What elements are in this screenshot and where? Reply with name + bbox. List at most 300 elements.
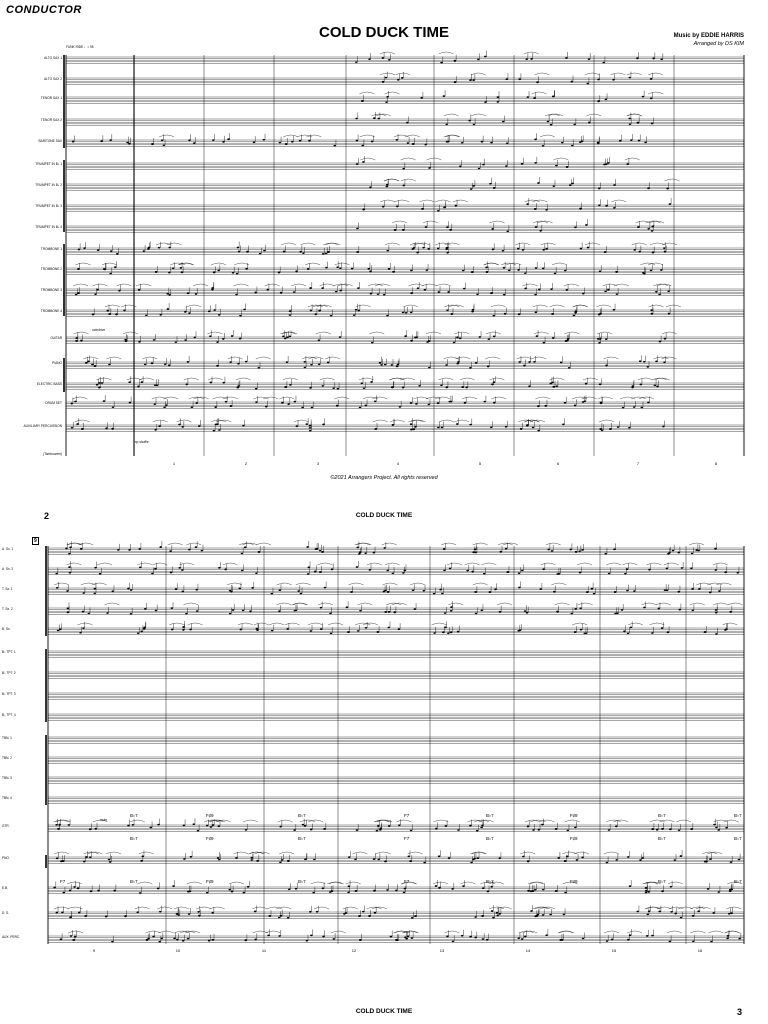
p1-staff-8-note [651, 226, 654, 228]
p2-staff-4-note [286, 628, 289, 630]
p1-staff-13-slur [426, 332, 441, 334]
p2-staff-4-note [627, 632, 630, 634]
p1-staff-10-note [462, 270, 465, 272]
p1-staff-12-note [518, 314, 521, 316]
p1-staff-17-note [158, 425, 161, 427]
p1-staff-16-note [583, 400, 586, 402]
p1-staff-13-note [193, 336, 196, 338]
p1-staff-1-slur [534, 73, 549, 75]
p2-staff-13-slur [479, 820, 494, 822]
p1-staff-13-slur [207, 332, 222, 334]
p2-staff-14-note [581, 856, 584, 858]
p1-staff-7-note [613, 207, 616, 209]
p2-staff-0-note [319, 550, 322, 552]
p1-staff-1-slur [585, 73, 600, 75]
p2-staff-13-note [541, 824, 544, 826]
page2-chord-gtr: B♭7 [298, 813, 306, 818]
p2-staff-3-note [691, 609, 694, 611]
p1-staff-17-note [81, 428, 84, 430]
p1-staff-13-slur [662, 332, 677, 334]
p1-staff-11-slur [614, 284, 629, 286]
p1-staff-10-note [503, 267, 506, 269]
p1-staff-14-note [445, 364, 448, 366]
p2-staff-3-note [293, 610, 296, 612]
page1-measure-number: 8 [714, 461, 718, 466]
p2-staff-0-note [569, 549, 572, 551]
p1-staff-15-slur [96, 378, 111, 380]
p2-staff-3-slur [357, 603, 372, 605]
p2-staff-2-note [324, 587, 327, 589]
p2-staff-16-slur [252, 907, 267, 909]
p2-staff-2-note [718, 590, 721, 592]
p1-staff-14-note [257, 367, 260, 369]
p2-staff-16-note [658, 911, 661, 913]
p2-staff-4-note [330, 632, 333, 634]
p2-staff-3-note [393, 612, 396, 614]
p1-staff-6-note [569, 184, 572, 186]
p1-staff-16-slur [535, 397, 550, 399]
p2-staff-13-slur [565, 820, 580, 822]
p1-staff-9-slur [300, 243, 315, 245]
p2-staff-0-note [80, 548, 83, 550]
p2-staff-13-note [398, 824, 401, 826]
page1-label-11: TROMBONE 3 [40, 288, 62, 292]
p1-staff-15-note [465, 387, 468, 389]
p1-staff-17-slur [524, 420, 539, 422]
p2-staff-13-slur [130, 820, 145, 822]
p1-staff-10-slur [305, 263, 320, 265]
p1-staff-16-note [537, 405, 540, 407]
p1-staff-17-note [178, 424, 181, 426]
p2-staff-14-note [109, 861, 112, 863]
p1-staff-9-note [322, 253, 325, 255]
p1-staff-5-note [478, 167, 481, 169]
p1-staff-5-note [521, 163, 524, 165]
p2-staff-13-note [435, 828, 438, 830]
p2-staff-14-slur [233, 852, 248, 854]
p2-staff-1-note [241, 570, 244, 572]
p1-staff-11-note [266, 289, 269, 291]
p1-staff-5-note [626, 163, 629, 165]
p2-staff-3-note [278, 610, 281, 612]
p2-staff-1-note [308, 566, 311, 568]
page3-running-title: COLD DUCK TIME [355, 1008, 413, 1015]
p2-staff-14-note [576, 859, 579, 861]
p1-staff-12-note [450, 313, 453, 315]
p2-staff-2-note [82, 592, 85, 594]
p2-staff-13-note [356, 829, 359, 831]
p1-staff-4-note [109, 139, 112, 141]
p1-staff-13-note [552, 337, 555, 339]
p1-staff-17-note [628, 427, 631, 429]
page2-number: 2 [44, 511, 50, 521]
page2-chord-bass: F7 [60, 879, 66, 884]
p1-staff-17-note [218, 429, 221, 431]
p2-staff-13-note [68, 824, 71, 826]
p1-staff-7-note [437, 210, 440, 212]
p1-staff-15-note [101, 382, 104, 384]
p1-staff-0-note [454, 60, 457, 62]
p2-staff-15-note [295, 888, 298, 890]
p1-staff-11-note [77, 292, 80, 294]
p1-staff-17-note [111, 428, 114, 430]
p2-staff-4-note [137, 632, 140, 634]
p1-staff-17-note [532, 427, 535, 429]
p1-staff-15-note [361, 382, 364, 384]
p2-staff-0-note [575, 551, 578, 553]
p1-staff-17-note [410, 429, 413, 431]
p2-staff-1-note [736, 572, 739, 574]
p1-staff-10-note [615, 271, 618, 273]
p2-staff-13-note [183, 824, 186, 826]
p1-staff-11-note [655, 291, 658, 293]
p1-staff-10-note [109, 273, 112, 275]
p2-staff-3-note [715, 609, 718, 611]
p2-staff-15-note [527, 890, 530, 892]
p2-staff-4-note [271, 630, 274, 632]
p2-staff-13-note [527, 826, 530, 828]
p1-staff-10-slur [102, 263, 117, 265]
p1-staff-4-note [461, 142, 464, 144]
p2-staff-3-note [715, 612, 718, 614]
p2-staff-14-note [217, 857, 220, 859]
p1-staff-17-note [490, 426, 493, 428]
p2-staff-1-note [648, 569, 651, 571]
page2-label-6: B♭ TPT. 2 [2, 671, 16, 675]
p2-staff-16-note [159, 911, 162, 913]
p2-staff-1-note [666, 567, 669, 569]
page2-measure-number: 15 [611, 948, 617, 953]
p1-staff-14-note [391, 364, 394, 366]
p1-staff-16-note [165, 404, 168, 406]
p1-staff-5-note [534, 162, 537, 164]
p1-staff-12-slur [491, 305, 506, 307]
p1-staff-16-note [301, 407, 304, 409]
p1-staff-4-note [126, 142, 129, 144]
p2-staff-3-note [130, 613, 133, 615]
p1-staff-0-note [565, 57, 568, 59]
p2-staff-0-note [604, 553, 607, 555]
p1-staff-10-note [388, 268, 391, 270]
p1-staff-15-note [156, 384, 159, 386]
p2-staff-16-note [530, 910, 533, 912]
p1-staff-12-note [145, 314, 148, 316]
p1-staff-10-note [410, 270, 413, 272]
page1-label-17: AUXILIARY PERCUSSION [23, 424, 62, 428]
p1-staff-16-note [427, 404, 430, 406]
p1-staff-13-note [605, 338, 608, 340]
p1-staff-8-note [394, 229, 397, 231]
p2-staff-15-note [228, 889, 231, 891]
p1-staff-2-slur [532, 92, 547, 94]
p2-staff-0-slur [186, 543, 201, 545]
p1-staff-17-note [309, 430, 312, 432]
p2-staff-17-note [176, 939, 179, 941]
p1-staff-3-note [550, 124, 553, 126]
p2-staff-17-note [726, 937, 729, 939]
p2-staff-4-note [623, 630, 626, 632]
p2-staff-1-note [356, 566, 359, 568]
p2-staff-1-slur [137, 563, 152, 565]
p2-staff-13-slur [433, 820, 448, 822]
p1-staff-1-slur [395, 73, 410, 75]
p2-staff-4-slur [78, 623, 93, 625]
p1-staff-9-note [664, 251, 667, 253]
p2-staff-4-note [387, 627, 390, 629]
p1-staff-8-note [491, 228, 494, 230]
p2-staff-14-note [557, 857, 560, 859]
p2-staff-4-note [82, 627, 85, 629]
p2-staff-13-note [150, 827, 153, 829]
p1-staff-14-note [168, 364, 171, 366]
p1-staff-15-slur [208, 378, 223, 380]
p1-staff-12-note [318, 310, 321, 312]
page1-measure-number: 4 [396, 461, 400, 466]
p2-staff-14-note [564, 860, 567, 862]
p1-staff-14-slur [531, 357, 546, 359]
p2-staff-17-note [182, 940, 185, 942]
p2-staff-15-note [404, 888, 407, 890]
p2-staff-13-note [608, 829, 611, 831]
p1-staff-9-note [238, 251, 241, 253]
p1-staff-10-note [517, 269, 520, 271]
p1-staff-1-note [454, 81, 457, 83]
p2-staff-14-note [85, 856, 88, 858]
p1-staff-16-slur [334, 397, 349, 399]
page2-label-12: TBN. 4 [2, 796, 12, 800]
p2-staff-16-note [674, 913, 677, 915]
p1-staff-15-note [321, 385, 324, 387]
p2-staff-14-slur [562, 852, 577, 854]
p2-staff-1-note [483, 573, 486, 575]
p1-staff-2-note [496, 96, 499, 98]
p2-staff-17-slur [690, 931, 705, 933]
p2-staff-1-note [314, 571, 317, 573]
p1-staff-8-note [535, 226, 538, 228]
p2-staff-2-note [387, 591, 390, 593]
p2-staff-15-slur [229, 882, 244, 884]
p2-staff-16-note [481, 915, 484, 917]
p2-staff-14-slur [249, 852, 264, 854]
p2-staff-0-note [188, 549, 191, 551]
p1-staff-13-note [184, 339, 187, 341]
p2-staff-16-slur [276, 907, 291, 909]
p2-staff-13-note [245, 829, 248, 831]
p1-staff-6-note [493, 187, 496, 189]
p1-staff-8-note [539, 230, 542, 232]
p1-staff-9-note [416, 252, 419, 254]
p2-staff-15-note [348, 885, 351, 887]
p2-staff-17-slur [627, 931, 642, 933]
p1-staff-7-slur [435, 200, 450, 202]
p2-staff-13-note [445, 825, 448, 827]
p1-staff-10-note [564, 270, 567, 272]
p2-staff-2-slur [551, 583, 566, 585]
p1-staff-16-slur [491, 397, 506, 399]
p1-staff-12-note [386, 315, 389, 317]
p1-staff-15-note [222, 382, 225, 384]
p1-staff-14-slur [256, 357, 271, 359]
p1-staff-0-slur [380, 52, 395, 54]
p2-staff-4-note [630, 626, 633, 628]
p1-staff-12-note [184, 311, 187, 313]
p2-staff-3-note [414, 608, 417, 610]
p1-staff-11-note [94, 293, 97, 295]
p2-staff-3-note [616, 612, 619, 614]
p2-staff-17-note [158, 941, 161, 943]
p1-staff-13-note [479, 336, 482, 338]
p2-staff-17-note [545, 934, 548, 936]
page2-chord-bass: B♭7 [130, 879, 138, 884]
p1-staff-15-note [585, 383, 588, 385]
p1-staff-12-note [218, 314, 221, 316]
p2-staff-3-note [67, 607, 70, 609]
p2-staff-2-note [251, 587, 254, 589]
p2-staff-17-note [521, 938, 524, 940]
p1-staff-10-note [339, 267, 342, 269]
p1-staff-17-note [410, 423, 413, 425]
p1-staff-15-note [137, 386, 140, 388]
p1-staff-12-note [314, 313, 317, 315]
p1-staff-9-note [263, 250, 266, 252]
p2-staff-14-slur [54, 852, 69, 854]
p1-staff-12-slur [550, 305, 565, 307]
p1-staff-9-note [168, 247, 171, 249]
page2-chord-gtr: B♭7 [486, 813, 494, 818]
p1-staff-11-note [503, 294, 506, 296]
p2-staff-14-note [140, 860, 143, 862]
p1-staff-17-note [505, 426, 508, 428]
p2-staff-1-slur [541, 563, 556, 565]
p2-staff-1-note [518, 572, 521, 574]
p2-staff-14-note [281, 859, 284, 861]
p1-staff-17-note [520, 428, 523, 430]
p2-staff-16-slur [54, 907, 69, 909]
p1-staff-12-slur [403, 305, 418, 307]
p1-staff-13-note [222, 338, 225, 340]
p2-staff-15-note [157, 888, 160, 890]
p1-staff-15-slur [320, 378, 335, 380]
p1-staff-8-note [356, 228, 359, 230]
p1-staff-11-slur [265, 284, 280, 286]
p2-staff-3-note [570, 613, 573, 615]
p1-staff-7-note [421, 208, 424, 210]
p1-staff-16-note [265, 406, 268, 408]
p1-staff-11-note [476, 293, 479, 295]
page1-label-0: ALTO SAX 1 [44, 56, 62, 60]
p2-staff-3-note [106, 612, 109, 614]
p2-staff-16-note [280, 915, 283, 917]
p2-staff-17-note [395, 939, 398, 941]
p2-staff-16-slur [196, 907, 211, 909]
p1-staff-14-slur [325, 357, 340, 359]
p1-staff-8-note [506, 230, 509, 232]
p1-staff-13-note [598, 342, 601, 344]
p2-staff-3-slur [318, 603, 333, 605]
p1-staff-12-note [123, 309, 126, 311]
p1-staff-0-note [355, 61, 358, 63]
p2-staff-17-note [208, 940, 211, 942]
p1-staff-13-note [175, 341, 178, 343]
p1-staff-12-slur [449, 305, 464, 307]
p2-staff-1-note [403, 569, 406, 571]
p2-staff-14-note [470, 861, 473, 863]
p2-staff-4-note [320, 628, 323, 630]
p1-staff-12-note [243, 309, 246, 311]
p2-staff-17-note [244, 939, 247, 941]
p1-staff-4-note [597, 142, 600, 144]
p2-staff-13-slur [396, 820, 411, 822]
p2-staff-3-note [678, 609, 681, 611]
p2-staff-0-note [672, 550, 675, 552]
p1-staff-9-slur [445, 243, 460, 245]
page2-chord-gtr: B♭7 [734, 813, 742, 818]
p2-staff-17-note [147, 938, 150, 940]
p1-staff-14-note [245, 361, 248, 363]
p2-staff-2-note [383, 591, 386, 593]
p1-staff-1-note [382, 81, 385, 83]
p2-staff-3-slur [690, 603, 705, 605]
p1-staff-10-note [172, 267, 175, 269]
p1-staff-9-note [283, 251, 286, 253]
p2-staff-14-note [218, 859, 221, 861]
p1-staff-15-slur [460, 378, 475, 380]
p1-staff-11-note [118, 290, 121, 292]
p2-staff-14-note [56, 857, 59, 859]
p2-staff-14-note [256, 860, 259, 862]
p2-staff-16-note [268, 915, 271, 917]
p2-staff-17-note [333, 938, 336, 940]
p1-staff-15-note [599, 383, 602, 385]
p1-staff-13-note [318, 339, 321, 341]
p1-staff-9-slur [632, 243, 647, 245]
p2-staff-13-note [678, 829, 681, 831]
p2-staff-13-note [481, 825, 484, 827]
p2-staff-14-note [472, 859, 475, 861]
p1-staff-4-slur [360, 135, 375, 137]
p2-staff-3-note [579, 607, 582, 609]
p2-staff-13-note [57, 828, 60, 830]
p1-staff-1-note [469, 79, 472, 81]
p2-staff-15-slur [137, 882, 152, 884]
p2-staff-17-note [627, 939, 630, 941]
p2-staff-4-note [171, 629, 174, 631]
p1-staff-9-note [633, 249, 636, 251]
p2-staff-3-note [320, 607, 323, 609]
p1-staff-17-note [562, 423, 565, 425]
p2-staff-0-note [65, 548, 68, 550]
p2-staff-16-note [670, 911, 673, 913]
p1-staff-16-slur [163, 397, 178, 399]
p2-staff-1-slur [66, 563, 81, 565]
p1-staff-9-note [663, 247, 666, 249]
p1-staff-15-note [309, 387, 312, 389]
p1-staff-12-slur [573, 305, 588, 307]
page2-chord-bass: B♭7 [734, 879, 742, 884]
p1-staff-11-slur [564, 284, 579, 286]
p2-staff-4-note [377, 631, 380, 633]
p1-staff-4-note [506, 142, 509, 144]
p1-staff-5-note [356, 163, 359, 165]
p1-staff-16-note [129, 402, 132, 404]
p1-staff-15-note [445, 387, 448, 389]
p1-staff-6-note [470, 188, 473, 190]
p1-staff-16-note [154, 403, 157, 405]
p1-staff-11-note [377, 293, 380, 295]
p1-staff-2-note [386, 96, 389, 98]
page2-chord-pno: F♯9 [206, 836, 214, 841]
p2-staff-13-note [89, 829, 92, 831]
